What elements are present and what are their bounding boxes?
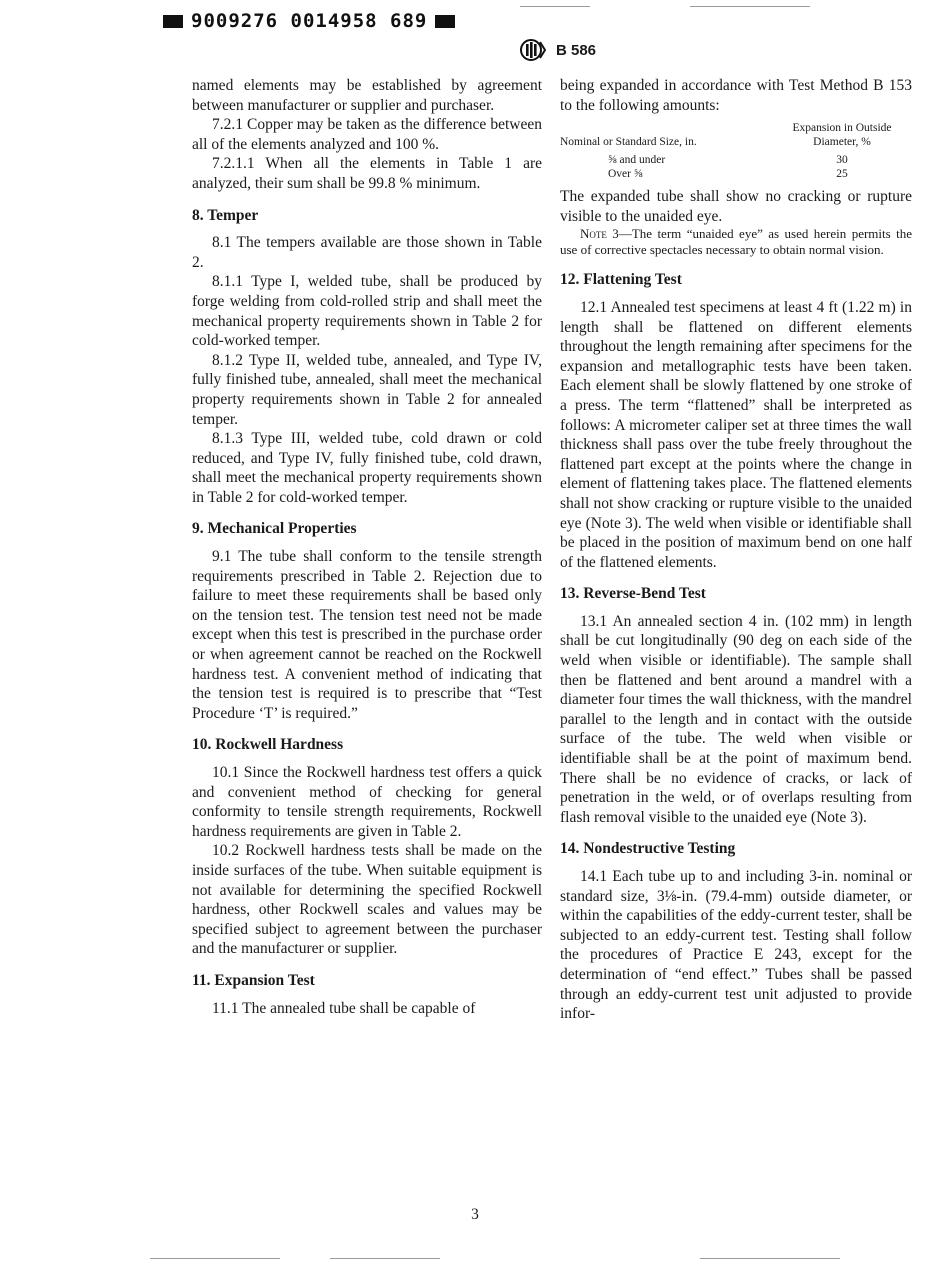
table-header-row [560, 135, 912, 149]
section-heading-temper: 8. Temper [192, 206, 259, 224]
table-cell: Over ⅝ [608, 168, 643, 181]
paragraph: 9.1 The tube shall conform to the tensile strength requirements prescribed in Table 2. Rejection due to failure to meet these requirements shall be based only on the tension test. The tension test need not be made except when this test is prescribed in the purchase order or when agreement cannot be reached on the Rockwell hardness test. A convenient method of indicating that the tension test is required is to prescribe that “Test Procedure ‘T’ is required.” [192, 548, 542, 722]
paragraph: 12.1 Annealed test specimens at least 4 ft (1.22 m) in length shall be flattened on different elements throughout the length remaining after specimens for the expansion and metallographic tests have been taken. Each element shall be slowly flattened by one stroke of a press. The term “flattened” shall be interpreted as follows: A micrometer caliper set at three times the wall thickness shall pass over the tube freely throughout the flattened part except at the points where the change in element of flattening takes place. The flattened elements shall not show cracking or rupture visible to the unaided eye (Note 3). The weld when visible or identifiable shall be placed in the position of maximum bend on one half of the flattened elements. [560, 298, 912, 571]
barcode-text: 9009276 0014958 689 [191, 10, 428, 32]
bottom-scan-rule-2 [330, 1258, 440, 1259]
note-text: —The term “unaided eye” as used herein permits the use of corrective spectacles necessary to obtain normal vision. [560, 226, 912, 258]
table-cell: 30 [836, 154, 848, 167]
section-heading-nondestructive-testing: 14. Nondestructive Testing [560, 840, 736, 858]
paragraph: 14.1 Each tube up to and including 3-in. nominal or standard size, 3⅛-in. (79.4-mm) outside diameter, or within the capabilities of the eddy-current tester, shall be subjected to an eddy-current test. Testing shall follow the procedures of Practice E 243, except for the determination of “end effect.” Tubes shall be passed through an eddy-current test unit adjusted to provide infor- [560, 868, 912, 1023]
left-column [192, 76, 542, 1018]
paragraph: The expanded tube shall show no cracking or rupture visible to the unaided eye. [560, 188, 912, 225]
paragraph: 13.1 An annealed section 4 in. (102 mm) in length shall be cut longitudinally (90 deg on each side of the weld when visible or identifiable). The sample shall then be flattened and bent around a mandrel with a diameter four times the wall thickness, with the mandrel parallel to the length and in contact with the outside surface of the tube. The weld when visible or identifiable shall be at the point of maximum bend. There shall be no evidence of cracks, or lack of penetration in the weld, or of overlaps resulting from flash removal visible to the unaided eye (Note 3). [560, 612, 912, 826]
top-scan-rule-1 [520, 6, 590, 7]
table-cell: 25 [836, 168, 848, 181]
table-row [560, 167, 912, 181]
paragraph: 10.2 Rockwell hardness tests shall be made on the inside surfaces of the tube. When suitable equipment is not available for determining the specified Rockwell hardness, other Rockwell scales and values may be specified subject to agreement between the purchaser and the manufacturer or supplier. [192, 842, 542, 958]
right-column [560, 76, 912, 1024]
note-label: Note 3 [580, 226, 619, 242]
expansion-table [560, 121, 912, 181]
section-heading-flattening-test: 12. Flattening Test [560, 271, 682, 289]
standard-header [520, 38, 596, 62]
bar-block-left [163, 15, 183, 28]
paragraph: 7.2.1.1 When all the elements in Table 1 are analyzed, their sum shall be 99.8 % minimum. [192, 155, 542, 192]
paragraph: being expanded in accordance with Test Method B 153 to the following amounts: [560, 77, 912, 114]
page-number: 3 [471, 1206, 479, 1223]
table-header-cell: Nominal or Standard Size, in. [560, 136, 697, 149]
section-heading-rockwell-hardness: 10. Rockwell Hardness [192, 736, 344, 754]
section-heading-expansion-test: 11. Expansion Test [192, 971, 315, 989]
table-header-row [560, 121, 912, 135]
paragraph: 8.1 The tempers available are those shown in Table 2. [192, 234, 542, 271]
paragraph: 10.1 Since the Rockwell hardness test offers a quick and convenient method of checking for general conformity to tensile strength requirements, Rockwell hardness requirements are given in Table 2. [192, 764, 542, 840]
table-header-cell: Diameter, % [813, 136, 871, 149]
section-heading-mechanical-properties: 9. Mechanical Properties [192, 520, 357, 538]
standard-designation: B 586 [556, 41, 597, 59]
bottom-scan-rule-3 [700, 1258, 840, 1259]
astm-logo-icon [520, 38, 546, 62]
document-control-number [163, 10, 455, 32]
paragraph: 11.1 The annealed tube shall be capable of [212, 999, 476, 1017]
bar-block-right [435, 15, 455, 28]
paragraph: 7.2.1 Copper may be taken as the difference between all of the elements analyzed and 100 %. [192, 116, 542, 153]
top-scan-rule-2 [690, 6, 810, 7]
table-cell: ⅝ and under [608, 154, 666, 167]
bottom-scan-rule-1 [150, 1258, 280, 1259]
paragraph: 8.1.2 Type II, welded tube, annealed, and Type IV, fully finished tube, annealed, shall meet the mechanical property requirements shown in Table 2 for annealed temper. [192, 351, 542, 428]
table-row [560, 153, 912, 167]
paragraph: 8.1.1 Type I, welded tube, shall be produced by forge welding from cold-rolled strip and shall meet the mechanical property requirements shown in Table 2 for cold-worked temper. [192, 273, 542, 350]
paragraph: named elements may be established by agreement between manufacturer or supplier and purchaser. [192, 77, 542, 114]
section-heading-reverse-bend-test: 13. Reverse-Bend Test [560, 585, 706, 603]
note [560, 226, 912, 258]
paragraph: 8.1.3 Type III, welded tube, cold drawn or cold reduced, and Type IV, fully finished tube, cold drawn, shall meet the mechanical property requirements shown in Table 2 for cold-worked temper. [192, 430, 542, 506]
table-header-cell: Expansion in Outside [792, 122, 892, 135]
table-header-cell [560, 121, 772, 135]
